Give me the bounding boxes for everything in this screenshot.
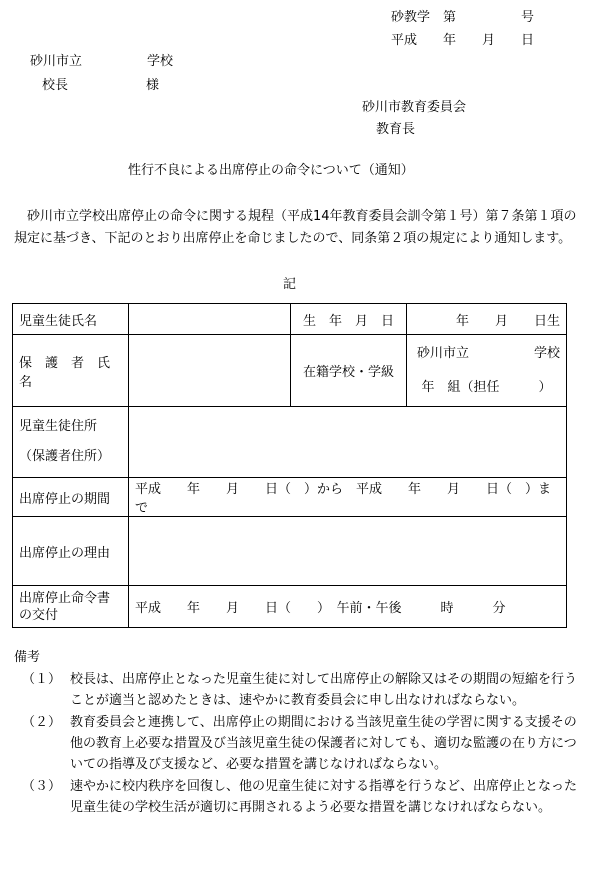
guardian-name-label: 保 護 者 氏 名 [13,335,129,407]
note-item [14,776,580,818]
notes-section [14,648,580,818]
birth-date-label: 生 年 月 日 [291,304,407,335]
notes-heading: 備考 [14,650,41,665]
row-guardian [13,335,567,407]
row-address [13,407,567,478]
suspension-form-table [12,303,567,628]
note-number: （２） [22,715,62,730]
row-period [13,478,567,517]
address-label-line1: 児童生徒住所 [19,419,98,434]
address-label [13,407,129,478]
note-item [14,712,580,775]
note-number: （１） [22,672,62,687]
row-reason [13,517,567,586]
note-text: 校長は、出席停止となった児童生徒に対して出席停止の解除又はその期間の短縮を行うことが適当と認めたときは、速やかに教育委員会に申し出なければならない。 [70,672,578,708]
delivery-label-line2: の交付 [19,607,59,623]
document-title: 性行不良による出席停止の命令について（通知） [128,163,414,178]
ki-heading: 記 [283,277,297,292]
note-text: 速やかに校内秩序を回復し、他の児童生徒に対する指導を行うなど、出席停止となった児童生徒の学校生活が適切に再開されるよう必要な措置を講じなければならない。 [70,779,578,815]
row-delivery [13,586,567,628]
addressee-principal: 校長 様 [42,78,160,93]
guardian-name-field[interactable] [129,335,291,407]
issue-date: 平成 年 月 日 [391,33,535,48]
school-grade-label: 在籍学校・学級 [291,335,407,407]
delivery-field[interactable]: 平成 年 月 日（ ） 午前・午後 時 分 [129,586,567,628]
student-name-field[interactable] [129,304,291,335]
note-item [14,669,580,711]
note-text: 教育委員会と連携して、出席停止の期間における当該児童生徒の学習に関する支援その他の教育上必要な措置及び当該児童生徒の保護者に対しても、適切な監護の在り方についての指導及び支援など、必要な措置を講じなければならない。 [70,715,577,772]
reason-label: 出席停止の理由 [13,517,129,586]
period-field[interactable]: 平成 年 月 日（ ）から 平成 年 月 日（ ）まで [129,478,567,517]
grade-class-line: 年 組（担任 ） [421,379,552,395]
address-label-line2: （保護者住所） [19,449,111,464]
birth-date-field[interactable]: 年 月 日生 [407,304,567,335]
body-paragraph: 砂川市立学校出席停止の命令に関する規程（平成14年教育委員会訓令第１号）第７条第１項の規定に基づき、下記のとおり出席停止を命じましたので、同条第２項の規定により通知します。 [14,209,577,246]
addressee-school: 砂川市立 学校 [30,54,174,69]
address-field[interactable] [129,407,567,478]
school-grade-field[interactable] [407,335,567,407]
delivery-label [13,586,129,628]
doc-number: 砂教学 第 号 [391,10,535,25]
period-label: 出席停止の期間 [13,478,129,517]
row-student-name [13,304,567,335]
note-number: （３） [22,779,62,794]
issuer-title: 教育長 [376,122,416,137]
school-name-line: 砂川市立 学校 [416,345,560,361]
delivery-label-line1: 出席停止命令書 [19,590,111,606]
student-name-label: 児童生徒氏名 [13,304,129,335]
issuer-org: 砂川市教育委員会 [362,100,467,115]
reason-field[interactable] [129,517,567,586]
